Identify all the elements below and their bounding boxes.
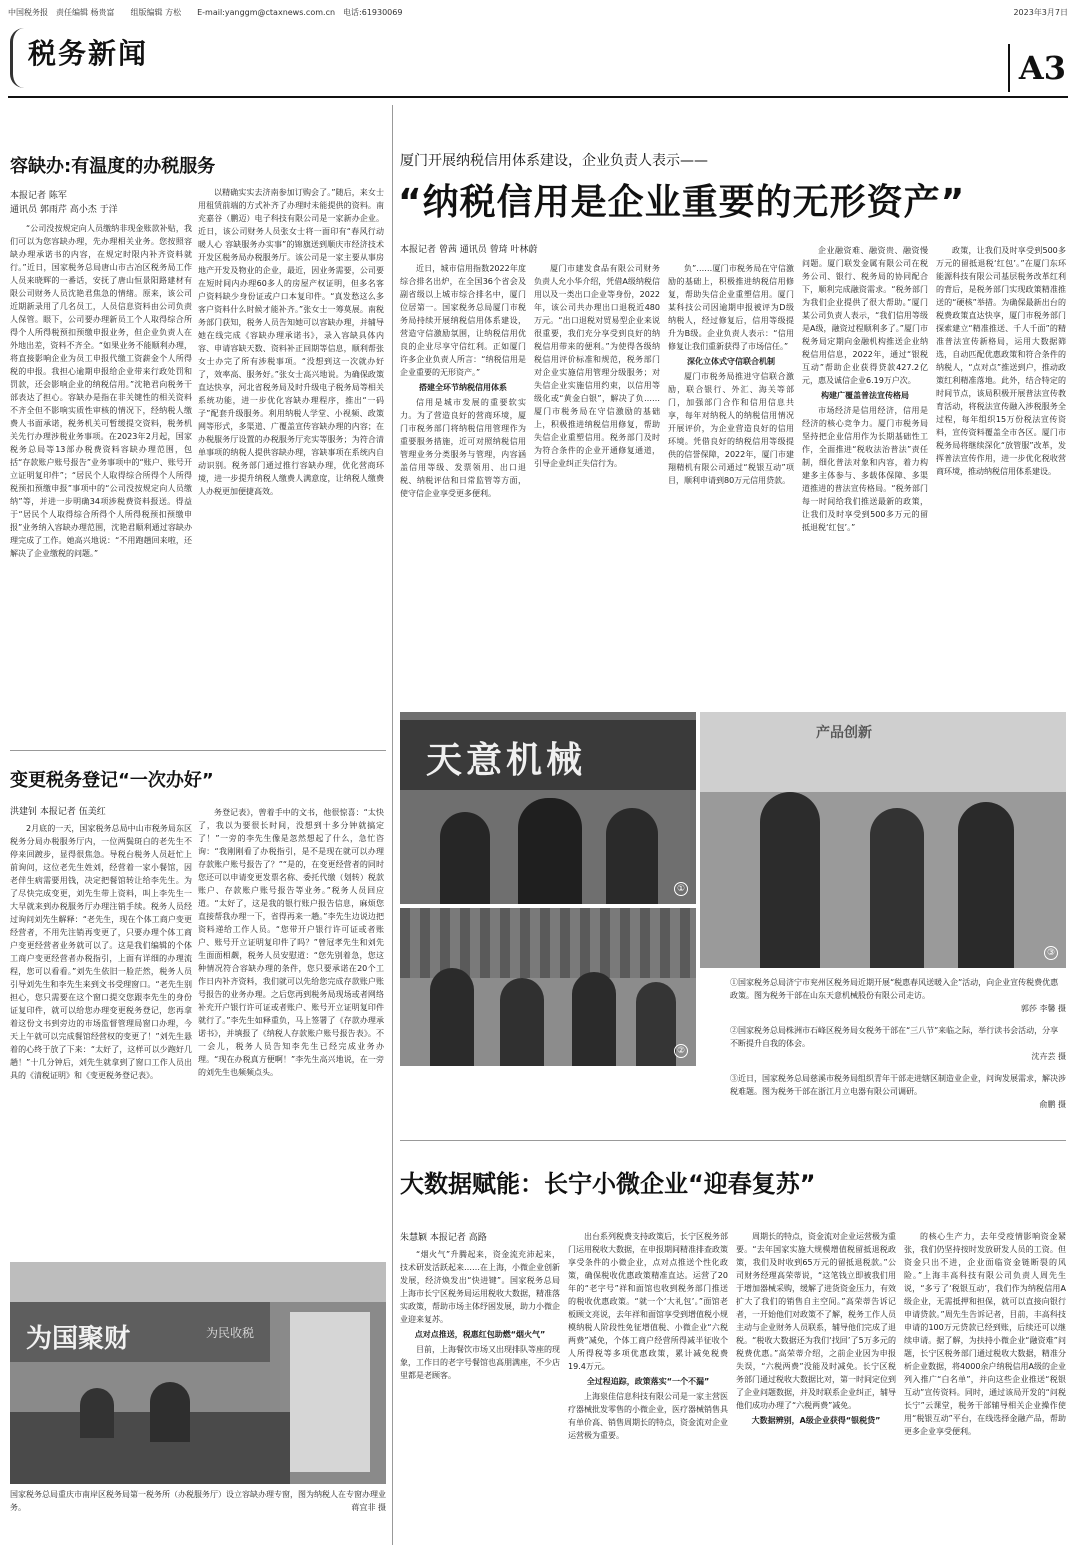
photo-caption [730,1024,1066,1063]
article-subhead: 全过程追踪，政策落实“一个不漏” [586,1377,710,1386]
article-body: 目前，上海餐饮市场又出现排队等座的现象，工作日的老字号餐馆也高朋满座，不少店里都是老顾客。 [400,1345,560,1380]
masthead-swoosh-icon [10,28,24,88]
article-body: 近日，城市信用指数2022年度综合排名出炉，在全国36个省会及副省级以上城市综合排名中，厦门位居第一。国家税务总局厦门市税务局持续开展纳税信用体系建设，营造守信激励氛围，让纳税信用优良的企业尽享守信红利。正如厦门许多企业负责人所言：“纳税信用是企业重要的无形资产。” [400,264,526,377]
section-masthead [8,22,1068,98]
article-column [10,222,192,742]
photo-person [572,972,616,1066]
article-body: 以精确实实去济南参加订购会了。”随后，来女士用租赁前端的方式补齐了办理时未能提供的资料。南充嘉谷（鹏迈）电子科技有限公司是一家新办企业。近日，该公司财务人员张女士将一面印有“春风行动暖人心 容缺服务办实事”的锦旗送到顺庆市经济技术开发区税务局办税服务厅。该公司是一家主要从事房地产开发及物业的企业，最近，因业务需要，公司要在短时间内办理60多人的房屋产权证明，但多名客户资料缺少身份证或户口本复印件。“真发愁这么多客户资料什么时候才能补齐。”张女士一筹莫展。南税务部门获知，税务人员告知她可以容缺办理，并辅导她在线完成《容缺办理承诺书》，录入容缺具体内容、申请容缺天数、资料补正回期等信息，顺利帮张女士办完了所有涉税事项。“没想到这一次就办好了，效率高、服务好。”张女士高兴地说。为确保政策直达快享，河北省税务局及时升级电子税务局等相关系统功能，进一步优化容缺办理程序，推出“一码子”配套升级服务。利用纳税人学堂、小视频、政策网等形式，多渠道、广覆盖宣传容缺办理的内容；在办税服务厅设置的办税服务厅充实等服务；为符合清单事项的纳税人提供容缺办理，容缺事项在系统内自动识别。税务部门通过推行容缺办理，优化营商环境，进一步提升纳税人缴费人满意度，让纳税人缴费人办税更加便捷高效。 [198,188,384,496]
photo-person [958,802,1014,968]
photo-sign-text: 为民收税 [206,1326,255,1340]
article-body: 出台系列税费支持政策后，长宁区税务部门运用税收大数据，在申报期间精准排查政策享受条件的小微企业，点对点推送个性化政策，确保税收优惠政策精准直达。运营了20年的“老字号”祥和面馆也收到税务部门推送的税收优惠政策。“就一个‘大礼包’。”面馆老板顾文亮说，去年祥和面馆享受到增值税小规模纳税人阶段性免征增值税、小微企业“六税两费”减免，个体工商户经营所得减半征收个人所得税等多项优惠政策，累计减免税费19.4万元。 [568,1232,728,1371]
header-info: 中国税务报 责任编辑 杨贵富 组版编辑 方松 E-mail:yanggm@ctaxnews.com.cn 电话:61930069 [8,8,403,17]
photo-sign-text: 产品创新 [816,725,872,741]
tax-office-photo [10,1262,386,1484]
photo-person [636,982,676,1066]
photo-caption [10,1488,386,1514]
photo-sign-text: 为国聚财 [26,1324,131,1354]
photo-number: ③ [1044,946,1058,960]
photo-person [150,1382,190,1442]
article-column [736,1230,896,1544]
caption-text: ③近日，国家税务总局慈溪市税务局组织青年干部走进辖区制造业企业，问询发展需求，解决涉税难题。图为税务干部在浙江月立电器有限公司调研。 [730,1074,1066,1096]
article-column [198,806,384,1234]
article-column [904,1230,1066,1544]
photo-caption [730,1072,1066,1111]
article-byline: 本报记者 陈军 [10,191,67,201]
photo-caption [730,976,1066,1015]
article-headline: 容缺办:有温度的办税服务 [10,156,216,177]
article-headline: “纳税信用是企业重要的无形资产” [398,182,966,223]
photo-number: ② [674,1044,688,1058]
photo-window [290,1312,370,1472]
photo-3 [700,712,1066,968]
caption-text: ①国家税务总局济宁市兖州区税务局近期开展“税惠春风送暖入企”活动，向企业宣传税费优惠政策。图为税务干部在山东天意机械股份有限公司走访。 [730,978,1059,1000]
photo-credit: 俞鹏 摄 [1039,1100,1066,1109]
article-divider [400,1140,1066,1141]
article-column [668,262,794,702]
article-body: 厦门市税务局推进守信联合激励，联合银行、外汇、海关等部门，加强部门合作和信用信息共享，每年对纳税人的纳税信用情况开展评价，为企业营造良好的信用环境。凭借良好的纳税信用等级提供的信誉保障，2022年，厦门市建翔精机有限公司通过“税银互动”项目，顺利申请到80万元信用贷款。 [668,372,794,485]
article-column [534,262,660,702]
article-subhead: 大数据辨别，A级企业获得“银税贷” [751,1416,881,1425]
photo-number: ① [674,882,688,896]
article-subhead: 点对点推送，税惠红包助燃“烟火气” [414,1330,546,1339]
photo-credit: 蒋宜非 摄 [351,1503,386,1512]
photo-person [440,812,490,904]
article-body: 企业融资难、融资贵、融资慢问题。厦门联发金属有限公司在税务公司、银行、税务局的协同配合下，顺利完成融资需求。“税务部门为我们企业提供了很大帮助。”厦门某公司负责人表示，“我们信用等级是A级，融资过程顺利多了。”厦门市税务局定期向金融机构推送企业纳税信用信息，2022年，通过“银税互动”帮助企业获得贷款427.2亿元，惠及诚信企业6.19万户次。 [802,246,928,385]
article-column [10,822,192,1234]
photo-sign-text: 天意机械 [426,739,587,781]
photo-person [430,968,474,1066]
column-divider [392,105,393,1545]
article-body: 厦门市建发食品有限公司财务负责人允小华介绍，凭借A级纳税信用以及一类出口企业等身份，2022年，该公司共办理出口退税近480万元。“出口退税对贸易型企业来说很重要，我们充分享受到良好的纳税信用带来的便利。”为使得各级纳税信用评价标准和规范，税务部门对企业实施信用管理分级服务；对失信企业实施信用约束，以信用等级化或“黄金白银”，解决了负……厦门市税务局在守信激励的基础上，积极推进纳税信用修复，帮助失信企业重塑信用。税务部门及时为符合条件的企业开通修复通道，引导企业纠正失信行为。 [534,264,660,468]
article-column [936,244,1066,702]
photo-ceiling [10,1262,386,1302]
article-column [568,1230,728,1544]
article-kicker: 厦门开展纳税信用体系建设，企业负责人表示—— [400,153,708,169]
article-body: “烟火气”升腾起来，资金流充沛起来，技术研发活跃起来……在上海，小微企业创新发展，经济焕发出“快进键”。国家税务总局上海市长宁区税务局运用税收大数据，精准落实政策，帮助市场主体纾困发展，助力小微企业迎来复苏。 [400,1250,560,1324]
photo-person [518,798,582,904]
article-column [400,1248,560,1544]
article-body: “公司没按规定向人员缴纳非现金账款补贴，我们可以为您容缺办理，先办理相关业务。您按照容缺办理承诺书的内容，在规定时限内补齐资料就行。”近日，国家税务总局唐山市古冶区税务局工作人员来晓辉的一番话，安抚了唐山恒景阳路建材有限公司财务人员沈艳君焦急的情绪。原来，该公司近期新录用了几名员工，人员信息资料由公司负责人保管。眼下，公司要办理新员工个人取得综合所得个人所得税预扣预缴申报业务，但企业负责人在外地出差，资料不齐全。“如果业务不能顺利办理，将直接影响企业为员工申报代缴工资薪金个人所得税的申报。我担心逾期申报给企业带来行政处罚和罚款，还会影响企业的纳税信用。”沈艳君向税务干部表达了担心。容缺办是指在非关键性的相关资料不齐全但不影响实质性审核的情况下，经纳税人缴费人书面承诺，税务机关可暂缓提交资料，税务机关先行办理涉税业务事项。在2023年2月起，国家税务总局等13部办税费资料容缺办理范围，包括“存款账户账号报告”业务事项中的“账户、账号开立证明复印件”；“居民个人取得综合所得个人所得税预扣预缴申报”事项中的“公司没按规定向人员缴纳”等，并进一步明确34项涉税费资料报送。得益于“居民个人取得综合所得个人所得税预扣预缴申报”业务纳入容缺办理范围，沈艳君顺利通过容缺办理完成了工作。她高兴地说：“不用跑趟回来啦，还解决了企业缴税的问题。” [10,224,192,558]
article-body: 务登记表》，曾着手中的文书，他很惊喜：“太快了，我以为要很长时间，没想到十多分钟就搞定了！”一旁的李先生像是忽然想起了什么，急忙咨询：“我刚刚看了办税指引，是不是现在就可以办理存款账户账号报告了？”“是的，在变更经营者的同时您还可以申请变更发票名称、委托代缴（划转）税款账户、存款账户账号报告等业务。”税务人员回应道。“太好了，这是我的银行账户报告信息，麻烦您直接帮我办理一下，省得再来一趟。”李先生边说边把资料递给工作人员。“您带开户银行许可证或者账户、账号开立证明复印件了吗？”曾冠孝先生和刘先生面面相觑，税务人员安慰道：“您先别着急，您这种情况符合容缺办理的条件，您只要承诺在20个工作日内补齐资料，我们就可以先给您完成存款账户账号报告的业务办理。之后您再到税务局现场或者网络补充开户银行许可证或者账户、账号开立证明复印件就行了。”李先生如释重负，马上签署了《存款办理承诺书》，并填报了《纳税人存款账户账号报告表》。不一会儿，税务人员告知李先生已经完成业务办理。“现在办税真方便啊！”李先生高兴地说，在一旁的刘先生也频频点头。 [198,808,384,1077]
article-body: 信用是城市发展的重要软实力。为了营造良好的营商环境，厦门市税务部门将纳税信用管理作为重要服务措施，近可对照纳税信用管理业务分类服务与管理，内容涵盖信用等级、发票领用、出口退税、纳税评估和日常监管等方面，使守信企业享受更多便利。 [400,398,526,498]
article-subhead: 深化立体式守信联合机制 [687,357,775,366]
photo-person [500,978,544,1066]
page-header-bar [8,6,1068,20]
article-headline: 大数据赋能：长宁小微企业“迎春复苏” [400,1170,816,1198]
article-body: 市场经济是信用经济，信用是经济的核心竞争力。厦门市税务局坚持把企业信用作为长期基础性工作，全面推进“税收法治普法”责任制，细化普法对象和内容，着力构建多主体参与、多载体保障、多渠道推进的普法宣传格局。“税务部门每一时间给我们推送最新的政策，让我们及时享受到500多万元的留抵退税‘红包’。” [802,406,928,532]
article-column [198,186,384,742]
article-body: 负”……厦门市税务局在守信激励的基础上，积极推进纳税信用修复，帮助失信企业重塑信用。厦门某科技公司因逾期申报被评为D级纳税人，经过修复后，信用等级提升为B级。企业负责人表示：“信用修复让我们重新获得了市场信任。” [668,264,794,351]
photo-2 [400,908,696,1066]
article-divider [10,750,386,751]
photo-credit: 郭莎 李馨 摄 [1020,1004,1066,1013]
caption-text: ②国家税务总局株洲市石峰区税务局女税务干部在“三八节”来临之际，举行读书会活动，分享不断提升自我的体会。 [730,1026,1059,1048]
article-byline: 朱慧颖 本报记者 高路 [400,1233,487,1243]
article-byline: 通讯员 郭雨芹 高小杰 于洋 [10,205,118,215]
photo-bookshelf [400,908,696,978]
photo-person [606,808,658,904]
photo-person [80,1388,114,1438]
photo-credit: 沈卉芸 摄 [1031,1052,1066,1061]
article-column [802,244,928,702]
issue-date: 2023年3月7日 [1013,8,1068,17]
article-body: 上海泉佳信息科技有限公司是一家主营医疗器械批发零售的小微企业，医疗器械销售具有单价高、销售周期长的特点，资金流对企业运营极为重要。 [568,1392,728,1440]
article-subhead: 构建广覆盖普法宣传格局 [821,391,909,400]
article-body: 政策，让我们及时享受到500多万元的留抵退税‘红包’。”在厦门东环能源科技有限公司基层税务改革红利的背后，是税务部门实现政策精准推送的“硬核”举措。为确保最新出台的税费政策直达快享，厦门市税务部门探索建立“精准推送、千人千面”的精准普法宣传新格局，运用大数据筛选，自动匹配优惠政策和符合条件的纳税人，“点对点”推送到户，推动政策红利精准落地。此外，结合特定的时间节点，该局积极开展普法宣传教育活动，将税法宣传融入涉税服务全过程，每年组织15万份税法宣传资料，宣传资料覆盖全市各区。厦门市税务局将继续深化“放管服”改革，发挥普法宣传作用，进一步优化税收营商环境，推动纳税信用体系建设。 [936,246,1066,476]
photo-person [760,792,820,968]
photo-1 [400,712,696,904]
article-subhead: 搭建全环节纳税信用体系 [419,383,507,392]
article-headline: 变更税务登记“一次办好” [10,770,214,791]
article-column [400,262,526,702]
article-byline: 本报记者 曾茜 通讯员 曾琦 叶林蔚 [400,245,538,255]
photo-wall [700,712,1066,792]
article-byline: 洪建钊 本报记者 伍美红 [10,807,106,817]
article-body: 周期长的特点，资金流对企业运营极为重要。“去年国家实施大规模增值税留抵退税政策，我们及时收到65万元的留抵退税款。”公司财务经理高荣蒂说，“这笔钱立即被我们用于增加器械采购，缓解了进货资金压力，有效扩大了我们的销售自主空间。”高荣蒂告诉记者，一开始他们对政策不了解，税务工作人员主动与企业财务人员联系，辅导他们完成了退税。“税收大数据还为我们‘找回’了5万多元的税费优惠。”高荣蒂介绍，之前企业因为申报失误，“六税两费”没能及时减免。长宁区税务部门通过税收大数据比对，第一时间定位到了企业问题数据，并及时联系企业纠正，辅导他们成功办理了“六税两费”减免。 [736,1232,896,1410]
photo-person [870,808,924,968]
page-number: A3 [1008,44,1066,92]
article-body: 2月底的一天，国家税务总局中山市税务局东区税务分局办税服务厅内，一位两鬓斑白的老先生不停来回踱步，显得很焦急。导税台税务人员赶忙上前询问，这位老先生姓刘，经营着一家小餐馆，因老伴生病需要用钱，决定把餐馆转让给李先生。为了尽快完成变更，刘先生带上资料，叫上李先生一大早就来到办税服务厅办理注销手续。税务人员经过询问刘先生解释：“老先生，现在个体工商户变更经营者，不用先注销再变更了，只要办理个体工商户变更经营者业务就可以了。这是我们编辑的个体工商户变更经营者办税指引，上面有详细的办理流程，您可以看看。”刘先生依旧一脸茫然，税务人员引导刘先生和李先生来到文书受理窗口。“老先生别担心，您只需要在这个窗口提交您跟李先生的身份证复印件，就可以给您办理变更税务登记，您再拿着这份文书到旁边的市场监督管理局窗口办理，今天上午就可以完成餐馆经营权的变更了！”刘先生悬着的心终于放了下来：“太好了，这样可以少跑好几趟！”十几分钟后，刘先生就拿到了窗口工作人员出具的《清税证明》和《变更税务登记表》。 [10,824,192,1080]
article-body: 的核心生产力，去年受疫情影响资金紧张，我们仍坚持按时发放研发人员的工资。但资金只出不进，企业面临资金链断裂的风险。”上海丰高科技有限公司负责人周先生说，“多亏了‘税银互动’，我们作为纳税信用A级企业，无需抵押和担保，就可以直接向银行申请贷款。”周先生告诉记者，目前，丰高科技申请的100万元贷款已经到账，后续还可以继续申请。据了解，为扶持小微企业“融资难”问题，长宁区税务部门通过税收大数据，精准分析企业数据，将4000余户纳税信用A级的企业列入推广“白名单”，并向这些企业推送“税银互动”宣传资料。同时，通过该局开发的“问税长宁”云课堂，税务干部辅导相关企业操作使用“税银互动”平台，在线选择金融产品，帮助更多企业享受便利。 [904,1232,1066,1436]
section-title: 税务新闻 [28,37,149,70]
caption-text: 国家税务总局重庆市南岸区税务局第一税务所（办税服务厅）设立容缺办理专窗，图为纳税人在专窗办理业务。 [10,1490,386,1512]
